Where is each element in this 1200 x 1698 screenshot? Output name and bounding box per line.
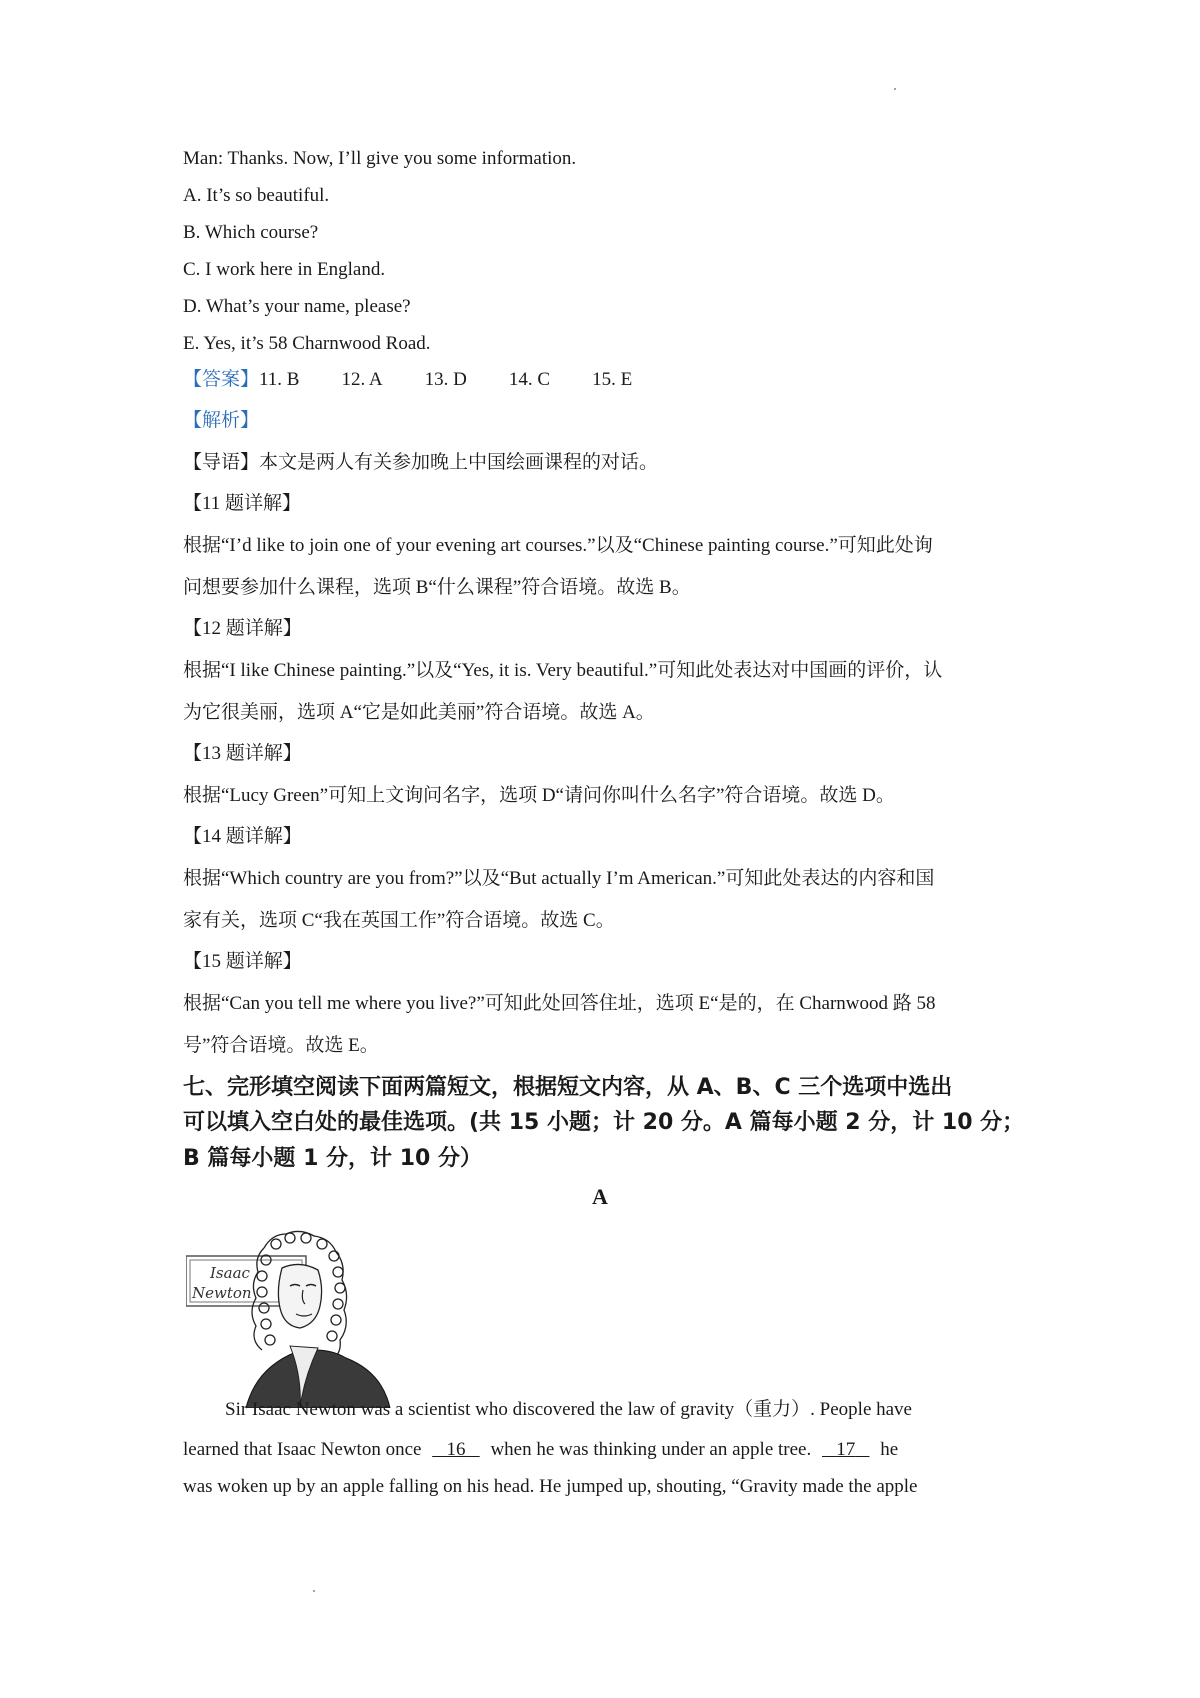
option-c: C. I work here in England.	[183, 259, 386, 280]
detail-15-line-2: 号”符合语境。故选 E。	[183, 1035, 379, 1056]
section-7-heading-line-3: B 篇每小题 1 分，计 10 分）	[183, 1146, 482, 1171]
detail-14-line-2: 家有关，选项 C“我在英国工作”符合语境。故选 C。	[183, 910, 615, 931]
detail-11-heading: 【11 题详解】	[183, 493, 302, 514]
detail-12-line-1: 根据“I like Chinese painting.”以及“Yes, it is. Very beautiful.”可知此处表达对中国画的评价，认	[183, 660, 943, 681]
portrait-caption-newton: Newton	[192, 1284, 252, 1302]
section-7-heading-line-1: 七、完形填空阅读下面两篇短文，根据短文内容，从 A、B、C 三个选项中选出	[183, 1075, 953, 1100]
passage-line-1: Sir Isaac Newton was a scientist who discovered the law of gravity（重力）. People have	[225, 1399, 912, 1420]
detail-15-line-1: 根据“Can you tell me where you live?”可知此处回答住址，选项 E“是的，在 Charnwood 路 58	[183, 993, 936, 1014]
blank-17: 17	[836, 1439, 856, 1460]
intro-text: 【导语】本文是两人有关参加晚上中国绘画课程的对话。	[183, 452, 659, 473]
answer-label: 【答案】	[183, 369, 260, 390]
dialogue-man-line: Man: Thanks. Now, I’ll give you some information.	[183, 148, 577, 169]
passage-line-3: was woken up by an apple falling on his head. He jumped up, shouting, “Gravity made the apple	[183, 1476, 918, 1497]
scan-speck	[894, 88, 896, 90]
scan-speck	[313, 1590, 315, 1592]
detail-15-heading: 【15 题详解】	[183, 951, 302, 972]
detail-13-heading: 【13 题详解】	[183, 743, 302, 764]
answer-item: 12. A	[341, 369, 383, 390]
answer-item: 11. B	[259, 369, 300, 390]
detail-14-line-1: 根据“Which country are you from?”以及“But actually I’m American.”可知此处表达的内容和国	[183, 868, 935, 889]
detail-13-line-1: 根据“Lucy Green”可知上文询问名字，选项 D“请问你叫什么名字”符合语境。故选 D。	[183, 785, 895, 806]
detail-14-heading: 【14 题详解】	[183, 826, 302, 847]
passage-line-2	[183, 1430, 1028, 1470]
passage-title: A	[592, 1184, 608, 1209]
detail-11-line-1: 根据“I’d like to join one of your evening art courses.”以及“Chinese painting course.”可知此处询	[183, 535, 933, 556]
blank-16: 16	[446, 1439, 466, 1460]
detail-12-line-2: 为它很美丽，选项 A“它是如此美丽”符合语境。故选 A。	[183, 702, 655, 723]
answer-row	[183, 368, 632, 392]
passage-text: learned that Isaac Newton once	[183, 1439, 427, 1460]
detail-12-heading: 【12 题详解】	[183, 618, 302, 639]
option-e: E. Yes, it’s 58 Charnwood Road.	[183, 333, 431, 354]
passage-text: he	[875, 1439, 899, 1460]
passage-text: when he was thinking under an apple tree.	[485, 1439, 816, 1460]
answer-item: 15. E	[592, 369, 633, 390]
section-7-heading-line-2: 可以填入空白处的最佳选项。(共 15 小题；计 20 分。A 篇每小题 2 分，计 10 分；	[183, 1110, 1025, 1135]
option-b: B. Which course?	[183, 222, 319, 243]
option-a: A. It’s so beautiful.	[183, 185, 330, 206]
answer-item: 13. D	[424, 369, 467, 390]
analysis-label: 【解析】	[183, 410, 260, 431]
detail-11-line-2: 问想要参加什么课程，选项 B“什么课程”符合语境。故选 B。	[183, 577, 691, 598]
portrait-caption-isaac: Isaac	[210, 1264, 250, 1282]
answer-item: 14. C	[508, 369, 551, 390]
newton-portrait-image	[186, 1228, 398, 1408]
option-d: D. What’s your name, please?	[183, 296, 411, 317]
